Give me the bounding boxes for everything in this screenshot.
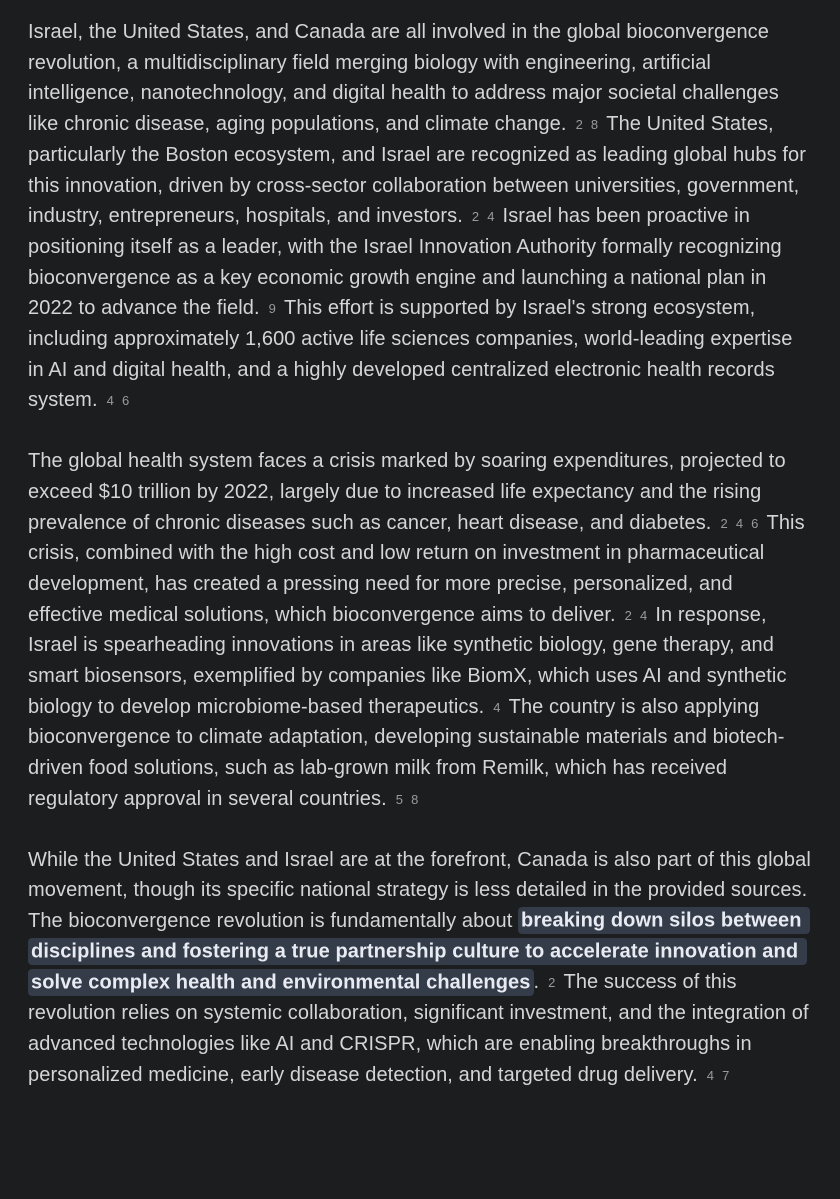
paragraph bbox=[28, 446, 812, 814]
citation-marker[interactable]: 4 bbox=[706, 1067, 715, 1083]
text-run: The global health system faces a crisis marked by soaring expenditures, projected to exceed $10 trillion by 2022, largely due to increased life expectancy and the rising prevalence of chronic diseases such as cancer, heart disease, and diabetes. bbox=[28, 450, 792, 534]
citation-marker[interactable]: 2 bbox=[624, 607, 632, 623]
citation-marker[interactable]: 6 bbox=[751, 515, 759, 531]
citation-marker[interactable]: 5 bbox=[395, 791, 404, 807]
citation-marker[interactable]: 4 bbox=[487, 209, 495, 225]
citation-marker[interactable]: 2 bbox=[720, 515, 728, 531]
text-run: Israel has been proactive in positioning itself as a leader, with the Israel Innovation Authority formally recognizing bioconvergence as a key economic growth engine and launching a national plan in 2022 to advance the field. bbox=[28, 205, 788, 320]
citation-marker[interactable]: 2 bbox=[575, 117, 583, 133]
text-run: Israel, the United States, and Canada are all involved in the global bioconvergence revolution, a multidisciplinary field merging biology with engineering, artificial intelligence, nanotechnology, and digital health to address major societal challenges like chronic disease, aging populations, and climate change. bbox=[28, 21, 785, 136]
citation-marker[interactable]: 4 bbox=[106, 393, 114, 409]
paragraph bbox=[28, 845, 817, 1091]
citation-marker[interactable]: 2 bbox=[548, 975, 556, 991]
citation-marker[interactable]: 7 bbox=[722, 1067, 730, 1083]
citation-marker[interactable]: 2 bbox=[471, 209, 480, 225]
text-run: The United States, particularly the Boston ecosystem, and Israel are recognized as leading global hubs for this innovation, driven by cross-sector collaboration between universities, government, industry, entrepreneurs, hospitals, and investors. bbox=[28, 113, 812, 228]
text-run: While the United States and Israel are at the forefront, Canada is also part of this global movement, though its specific national strategy is less detailed in the provided sources. The bioconvergence revolution is fundamentally about bbox=[28, 848, 817, 932]
text-run: In response, Israel is spearheading innovations in areas like synthetic biology, gene therapy, and smart biosensors, exemplified by companies like BiomX, which uses AI and synthetic biology to develop microbiome-based therapeutics. bbox=[28, 603, 793, 718]
citation-marker[interactable]: 6 bbox=[121, 393, 130, 409]
citation-marker[interactable]: 9 bbox=[268, 301, 277, 317]
text-run: The success of this revolution relies on systemic collaboration, significant investment, and the integration of advanced technologies like AI and CRISPR, which are enabling breakthroughs in personalized medicine, early disease detection, and targeted drug delivery. bbox=[28, 971, 815, 1086]
text-run: This effort is supported by Israel's strong ecosystem, including approximately 1,600 active life sciences companies, world-leading expertise in AI and digital health, and a highly developed centralized electronic health records system. bbox=[28, 297, 799, 412]
citation-marker[interactable]: 8 bbox=[411, 791, 419, 807]
answer-text bbox=[28, 17, 817, 1090]
paragraph bbox=[28, 17, 812, 416]
text-run: . bbox=[533, 971, 540, 994]
citation-marker[interactable]: 4 bbox=[493, 699, 501, 715]
text-run: The country is also applying bioconvergence to climate adaptation, developing sustainable materials and biotech-driven food solutions, such as lab-grown milk from Remilk, which has received regulatory approval in several countries. bbox=[28, 695, 785, 810]
highlighted-text: breaking down silos between disciplines and fostering a true partnership culture to accelerate innovation and solve complex health and environmental challenges bbox=[28, 907, 810, 995]
citation-marker[interactable]: 8 bbox=[590, 117, 599, 133]
citation-marker[interactable]: 4 bbox=[640, 607, 648, 623]
text-run: This crisis, combined with the high cost and low return on investment in pharmaceutical development, has created a pressing need for more precise, personalized, and effective medical solutions, which bioconvergence aims to deliver. bbox=[28, 511, 811, 626]
citation-marker[interactable]: 4 bbox=[735, 515, 744, 531]
